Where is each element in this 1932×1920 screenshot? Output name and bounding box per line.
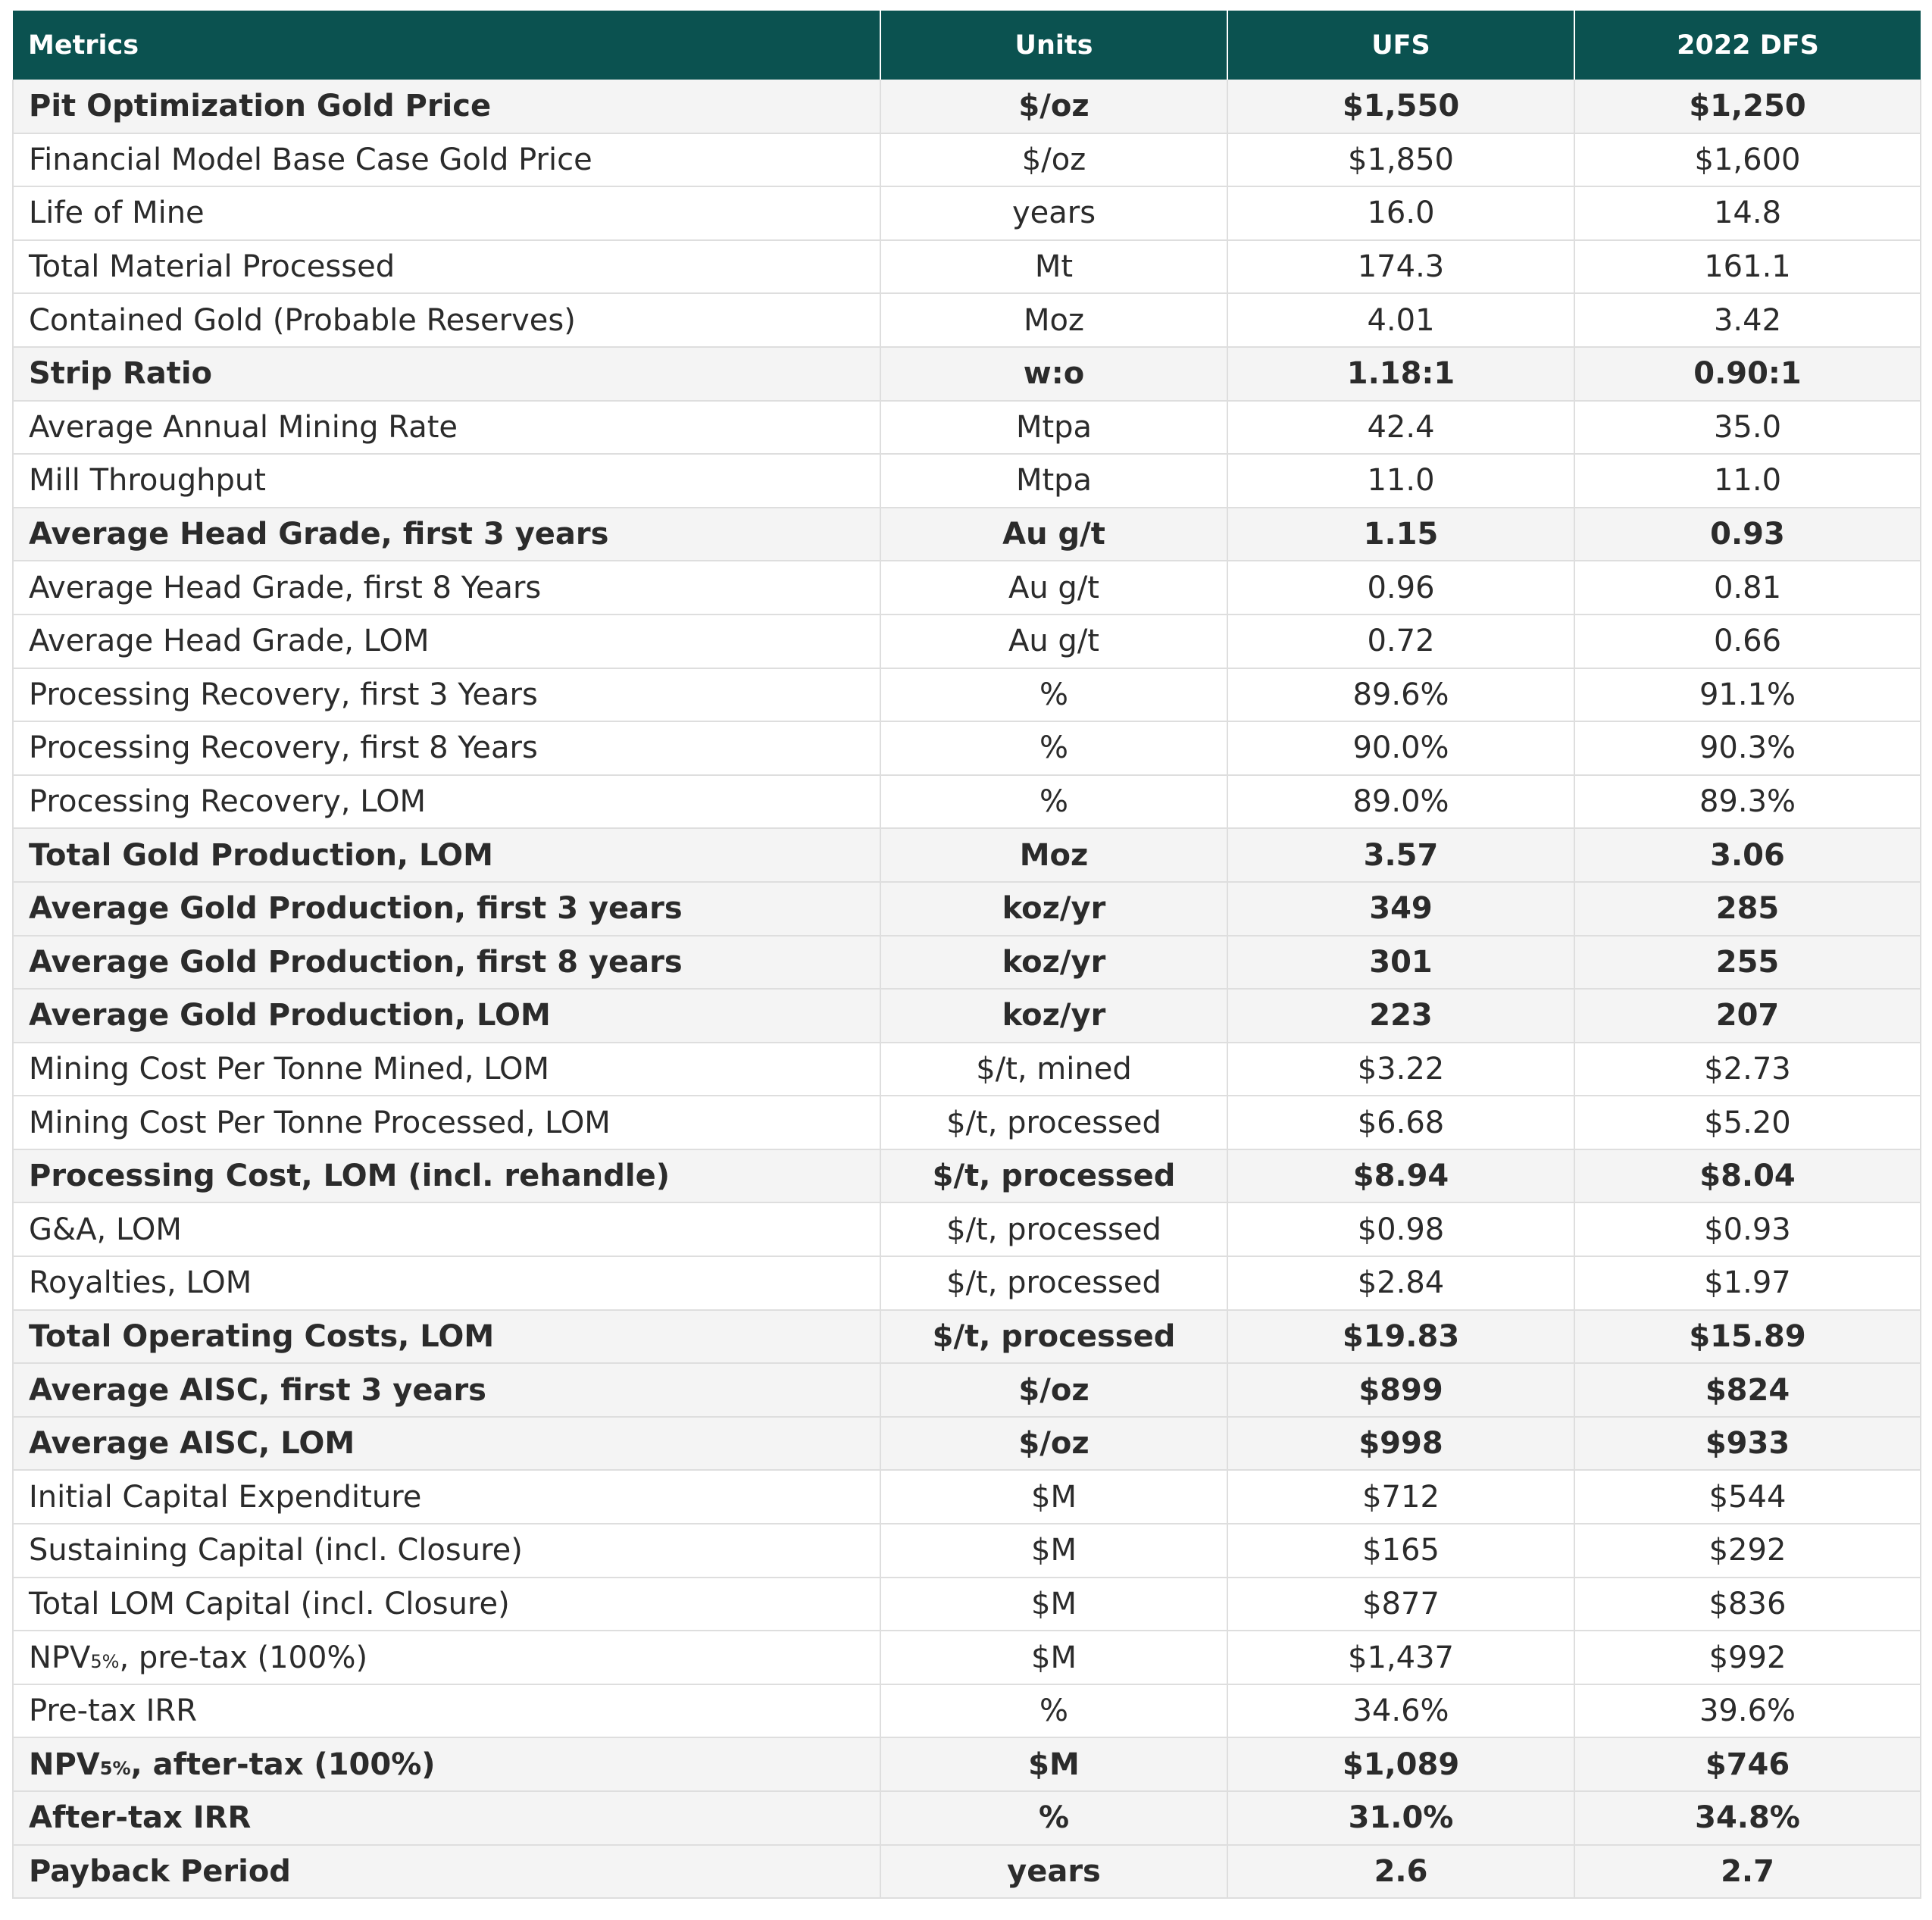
ufs-cell: 42.4 [1227,401,1574,455]
dfs-2022-cell: 0.81 [1574,561,1921,614]
dfs-2022-cell: $746 [1574,1737,1921,1791]
metric-cell: Average Head Grade, first 8 Years [13,561,880,614]
ufs-cell: $8.94 [1227,1149,1574,1203]
ufs-cell: 16.0 [1227,186,1574,240]
dfs-2022-cell: 3.42 [1574,293,1921,347]
ufs-cell: 0.72 [1227,614,1574,668]
units-cell: % [880,1791,1227,1845]
ufs-cell: $165 [1227,1524,1574,1578]
metric-cell: G&A, LOM [13,1202,880,1256]
table-row [13,1043,1921,1096]
ufs-cell: $998 [1227,1417,1574,1471]
dfs-2022-cell: $15.89 [1574,1310,1921,1364]
dfs-2022-cell: $1,250 [1574,80,1921,133]
table-row [13,721,1921,775]
table-row [13,1631,1921,1684]
metric-cell: Payback Period [13,1845,880,1899]
units-cell: % [880,668,1227,722]
table-row [13,989,1921,1043]
ufs-cell: 34.6% [1227,1684,1574,1738]
dfs-2022-cell: 89.3% [1574,775,1921,829]
dfs-2022-cell: 0.66 [1574,614,1921,668]
ufs-cell: $899 [1227,1363,1574,1417]
metric-cell: Average Head Grade, first 3 years [13,508,880,561]
ufs-cell: $712 [1227,1470,1574,1524]
header-row [13,11,1921,80]
header-metrics: Metrics [13,11,880,80]
dfs-2022-cell: $0.93 [1574,1202,1921,1256]
units-cell: $M [880,1631,1227,1684]
ufs-cell: 174.3 [1227,240,1574,294]
ufs-cell: $2.84 [1227,1256,1574,1310]
table-row [13,1256,1921,1310]
dfs-2022-cell: $292 [1574,1524,1921,1578]
dfs-2022-cell: $1,600 [1574,133,1921,187]
metric-cell: After-tax IRR [13,1791,880,1845]
metrics-table-container [12,11,1920,1899]
header-units: Units [880,11,1227,80]
metric-cell: Total LOM Capital (incl. Closure) [13,1578,880,1631]
metric-cell: Total Operating Costs, LOM [13,1310,880,1364]
metric-cell: Sustaining Capital (incl. Closure) [13,1524,880,1578]
ufs-cell: $1,437 [1227,1631,1574,1684]
table-row [13,1149,1921,1203]
dfs-2022-cell: $5.20 [1574,1096,1921,1149]
table-row [13,186,1921,240]
ufs-cell: $3.22 [1227,1043,1574,1096]
table-header [13,11,1921,80]
units-cell: $/t, processed [880,1202,1227,1256]
ufs-cell: 301 [1227,936,1574,990]
dfs-2022-cell: 0.90:1 [1574,347,1921,401]
dfs-2022-cell: $544 [1574,1470,1921,1524]
units-cell: $/t, mined [880,1043,1227,1096]
ufs-cell: 89.6% [1227,668,1574,722]
table-row [13,1578,1921,1631]
metric-cell: Processing Recovery, first 3 Years [13,668,880,722]
table-row [13,508,1921,561]
table-row [13,347,1921,401]
units-cell: koz/yr [880,936,1227,990]
units-cell: years [880,186,1227,240]
units-cell: koz/yr [880,882,1227,936]
metric-cell: Royalties, LOM [13,1256,880,1310]
table-row [13,1202,1921,1256]
metric-cell: Mining Cost Per Tonne Mined, LOM [13,1043,880,1096]
table-row [13,133,1921,187]
dfs-2022-cell: $824 [1574,1363,1921,1417]
dfs-2022-cell: 35.0 [1574,401,1921,455]
ufs-cell: 223 [1227,989,1574,1043]
units-cell: Au g/t [880,508,1227,561]
units-cell: $/t, processed [880,1256,1227,1310]
ufs-cell: 3.57 [1227,828,1574,882]
units-cell: % [880,775,1227,829]
table-row [13,240,1921,294]
table-row [13,1096,1921,1149]
metric-cell [13,1737,880,1791]
units-cell: Au g/t [880,614,1227,668]
ufs-cell: 0.96 [1227,561,1574,614]
table-row [13,1845,1921,1899]
ufs-cell: $1,089 [1227,1737,1574,1791]
dfs-2022-cell: 161.1 [1574,240,1921,294]
table-row [13,1363,1921,1417]
metric-cell: Life of Mine [13,186,880,240]
metric-cell: Financial Model Base Case Gold Price [13,133,880,187]
table-row [13,293,1921,347]
ufs-cell: 4.01 [1227,293,1574,347]
metric-cell: Average Annual Mining Rate [13,401,880,455]
metric-label: NPV [29,1746,100,1782]
dfs-2022-cell: $836 [1574,1578,1921,1631]
table-row [13,828,1921,882]
metric-cell: Average Gold Production, LOM [13,989,880,1043]
ufs-cell: $1,850 [1227,133,1574,187]
metric-subscript: 5% [99,1757,131,1779]
ufs-cell: 31.0% [1227,1791,1574,1845]
ufs-cell: 1.18:1 [1227,347,1574,401]
table-row [13,1524,1921,1578]
table-row [13,1417,1921,1471]
dfs-2022-cell: 91.1% [1574,668,1921,722]
dfs-2022-cell: $1.97 [1574,1256,1921,1310]
metric-cell: Pit Optimization Gold Price [13,80,880,133]
metric-cell: Average Gold Production, first 8 years [13,936,880,990]
ufs-cell: 89.0% [1227,775,1574,829]
dfs-2022-cell: 0.93 [1574,508,1921,561]
ufs-cell: 90.0% [1227,721,1574,775]
units-cell: $/oz [880,80,1227,133]
units-cell: Mtpa [880,401,1227,455]
dfs-2022-cell: 285 [1574,882,1921,936]
dfs-2022-cell: 207 [1574,989,1921,1043]
metric-cell: Processing Cost, LOM (incl. rehandle) [13,1149,880,1203]
metric-subscript: 5% [90,1650,120,1672]
table-row [13,561,1921,614]
metric-cell: Mill Throughput [13,454,880,508]
dfs-2022-cell: $992 [1574,1631,1921,1684]
units-cell: $/t, processed [880,1310,1227,1364]
metric-cell: Strip Ratio [13,347,880,401]
dfs-2022-cell: 255 [1574,936,1921,990]
ufs-cell: $19.83 [1227,1310,1574,1364]
ufs-cell: 349 [1227,882,1574,936]
ufs-cell: 1.15 [1227,508,1574,561]
metric-cell: Processing Recovery, first 8 Years [13,721,880,775]
header-ufs: UFS [1227,11,1574,80]
dfs-2022-cell: $8.04 [1574,1149,1921,1203]
metric-cell: Pre-tax IRR [13,1684,880,1738]
metric-cell: Average AISC, LOM [13,1417,880,1471]
metric-label-tail: , pre-tax (100%) [119,1640,368,1675]
table-row [13,1684,1921,1738]
table-row [13,1470,1921,1524]
table-row [13,80,1921,133]
table-row [13,775,1921,829]
metric-cell: Mining Cost Per Tonne Processed, LOM [13,1096,880,1149]
ufs-cell: 11.0 [1227,454,1574,508]
table-row [13,454,1921,508]
metric-cell: Processing Recovery, LOM [13,775,880,829]
ufs-cell: $6.68 [1227,1096,1574,1149]
dfs-2022-cell: 39.6% [1574,1684,1921,1738]
metric-label-tail: , after-tax (100%) [130,1746,436,1782]
metric-cell: Average Head Grade, LOM [13,614,880,668]
metric-cell: Total Material Processed [13,240,880,294]
ufs-cell: $0.98 [1227,1202,1574,1256]
table-body [13,80,1921,1898]
units-cell: $/oz [880,133,1227,187]
dfs-2022-cell: 90.3% [1574,721,1921,775]
dfs-2022-cell: 2.7 [1574,1845,1921,1899]
metric-cell: Total Gold Production, LOM [13,828,880,882]
table-row [13,1310,1921,1364]
metric-cell: Average AISC, first 3 years [13,1363,880,1417]
units-cell: $M [880,1470,1227,1524]
dfs-2022-cell: $933 [1574,1417,1921,1471]
ufs-cell: $1,550 [1227,80,1574,133]
units-cell: % [880,721,1227,775]
dfs-2022-cell: 11.0 [1574,454,1921,508]
table-row [13,668,1921,722]
table-row [13,936,1921,990]
table-row [13,401,1921,455]
dfs-2022-cell: 14.8 [1574,186,1921,240]
units-cell: koz/yr [880,989,1227,1043]
table-row [13,1737,1921,1791]
dfs-2022-cell: 3.06 [1574,828,1921,882]
units-cell: $/t, processed [880,1149,1227,1203]
units-cell: $/oz [880,1417,1227,1471]
units-cell: Mt [880,240,1227,294]
metrics-comparison-table [12,11,1921,1899]
table-row [13,1791,1921,1845]
units-cell: % [880,1684,1227,1738]
metric-cell [13,1631,880,1684]
metric-label: NPV [29,1640,91,1675]
units-cell: Mtpa [880,454,1227,508]
units-cell: $/t, processed [880,1096,1227,1149]
units-cell: $M [880,1737,1227,1791]
units-cell: years [880,1845,1227,1899]
dfs-2022-cell: $2.73 [1574,1043,1921,1096]
units-cell: Au g/t [880,561,1227,614]
ufs-cell: 2.6 [1227,1845,1574,1899]
units-cell: $M [880,1524,1227,1578]
units-cell: Moz [880,828,1227,882]
table-row [13,614,1921,668]
dfs-2022-cell: 34.8% [1574,1791,1921,1845]
metric-cell: Contained Gold (Probable Reserves) [13,293,880,347]
metric-cell: Initial Capital Expenditure [13,1470,880,1524]
units-cell: w:o [880,347,1227,401]
table-row [13,882,1921,936]
units-cell: $/oz [880,1363,1227,1417]
metric-cell: Average Gold Production, first 3 years [13,882,880,936]
units-cell: Moz [880,293,1227,347]
ufs-cell: $877 [1227,1578,1574,1631]
units-cell: $M [880,1578,1227,1631]
header-2022-dfs: 2022 DFS [1677,30,1819,61]
